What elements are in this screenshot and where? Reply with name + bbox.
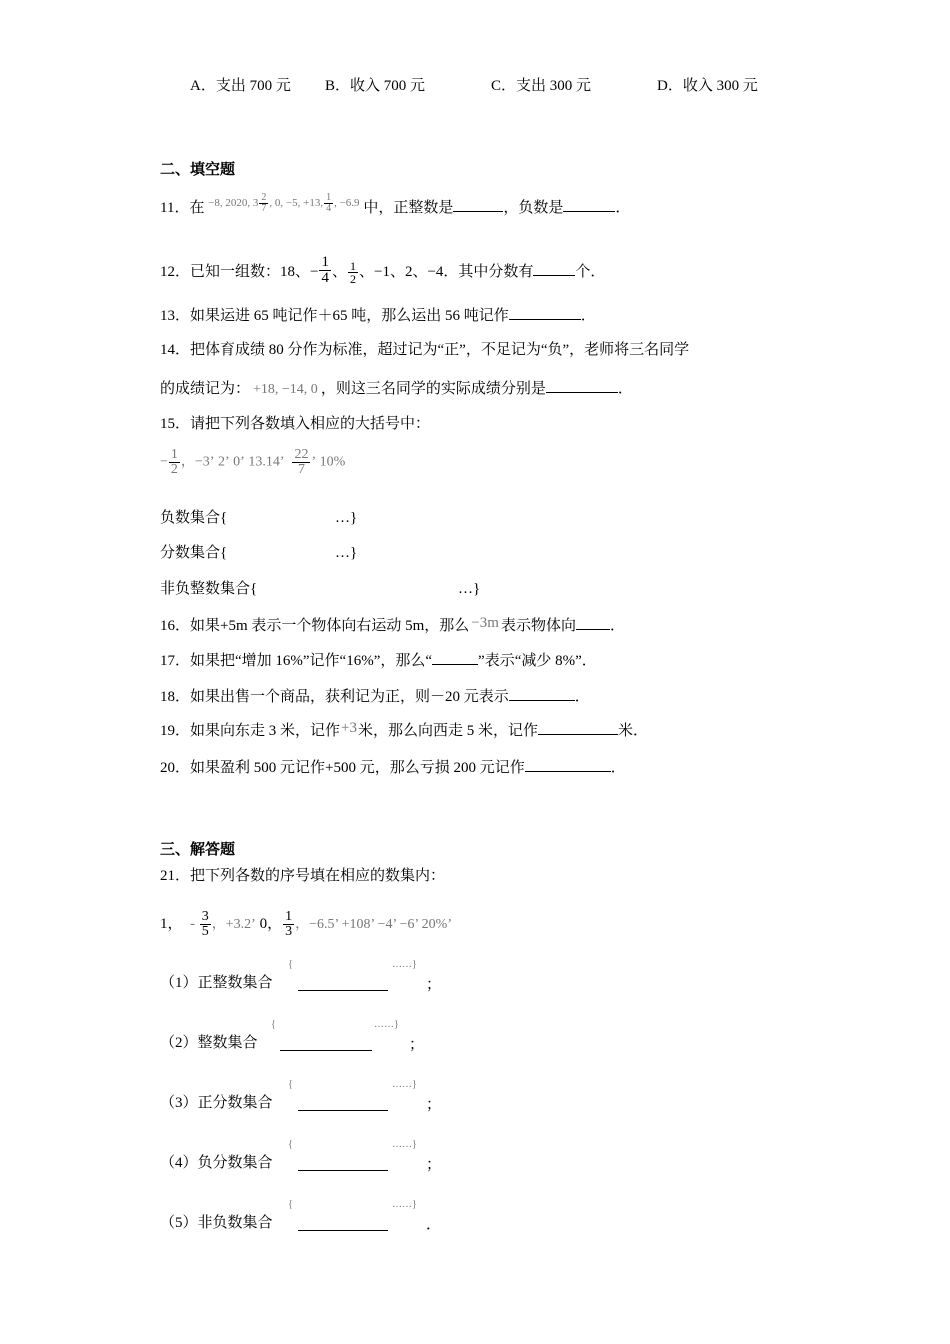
answer-blank[interactable] [298, 1156, 388, 1171]
fraction-set-close: …} [335, 545, 358, 561]
answer-blank[interactable] [525, 757, 611, 772]
answer-blank[interactable] [546, 378, 618, 393]
set-end-mark: ； [426, 977, 442, 993]
answer-blank[interactable] [298, 1096, 388, 1111]
open-brace: { [288, 1139, 293, 1150]
answer-blank[interactable] [453, 197, 503, 212]
answer-blank[interactable] [563, 197, 615, 212]
set-positive-fraction: （3）正分数集合 [160, 1095, 273, 1111]
set-end-mark: ； [409, 1037, 425, 1053]
answer-blank[interactable] [432, 650, 478, 665]
close-brace: ……} [392, 1139, 417, 1150]
answer-blank[interactable] [509, 686, 575, 701]
q21-number-list: 1， - $\frac{3}{5}$ ，+3.2’ 0， $\frac{1}{3}$ ，−6.5’ +108’ −4’ −6’ 20%’ [160, 909, 452, 939]
section-2-title: 二、填空题 [160, 162, 236, 178]
set-end-mark: ； [426, 1157, 442, 1173]
set-end-mark: ． [426, 1217, 442, 1233]
question-14-line-1: 14．把体育成绩 80 分作为标准，超过记为“正”，不足记为“负”，老师将三名同学 [160, 342, 690, 358]
answer-blank[interactable] [298, 976, 388, 991]
answer-blank[interactable] [576, 615, 610, 630]
option-c: C．支出 300 元 [491, 78, 592, 94]
non-negative-integer-set: 非负整数集合{ [160, 581, 258, 597]
question-15: 15．请把下列各数填入相应的大括号中： [160, 416, 431, 432]
question-11: 11．在 $^{-8, 2020, 3 \frac{2}{7} , 0, -5, +13, \frac{1}{4} , -6.9}$ 中，正整数是 ，负数是 ． [160, 191, 631, 216]
answer-blank[interactable] [533, 261, 575, 276]
negative-set-close: …} [335, 510, 358, 526]
close-brace: ……} [392, 1199, 417, 1210]
question-20: 20．如果盈利 500 元记作+500 元，那么亏损 200 元记作 ． [160, 757, 626, 778]
set-non-negative: （5）非负数集合 [160, 1215, 273, 1231]
fraction-set: 分数集合{ [160, 545, 228, 561]
non-negative-integer-set-close: …} [458, 581, 481, 597]
answer-blank[interactable] [509, 305, 581, 320]
set-positive-integer: （1）正整数集合 [160, 975, 273, 991]
answer-blank[interactable] [298, 1216, 388, 1231]
answer-blank[interactable] [280, 1036, 372, 1051]
question-18: 18．如果出售一个商品，获利记为正，则－20 元表示 ． [160, 686, 590, 707]
section-3-title: 三、解答题 [160, 842, 236, 858]
close-brace: ……} [392, 959, 417, 970]
set-integer: （2）整数集合 [160, 1035, 258, 1051]
question-21: 21．把下列各数的序号填在相应的数集内： [160, 868, 446, 884]
close-brace: ……} [392, 1079, 417, 1090]
answer-blank[interactable] [538, 720, 618, 735]
set-end-mark: ； [426, 1097, 442, 1113]
question-17: 17．如果把“增加 16%”记作“16%”，那么“ ”表示“减少 8%”． [160, 650, 597, 671]
option-b: B．收入 700 元 [325, 78, 426, 94]
q15-number-list: − $\frac{1}{2}$ ，−3’ 2’ 0’ 13.14’ $\frac{22}{7}$ ’ 10% [160, 447, 346, 477]
question-13: 13．如果运进 65 吨记作＋65 吨，那么运出 56 吨记作 ． [160, 305, 596, 326]
open-brace: { [271, 1019, 276, 1030]
question-19: 19．如果向东走 3 米，记作+3米，那么向西走 5 米，记作 米． [160, 720, 649, 739]
question-14-line-2: 的成绩记为： +18, −14, 0 ，则这三名同学的实际成绩分别是 ． [160, 378, 633, 400]
set-negative-fraction: （4）负分数集合 [160, 1155, 273, 1171]
option-d: D．收入 300 元 [657, 78, 758, 94]
open-brace: { [288, 1079, 293, 1090]
option-a: A．支出 700 元 [190, 78, 291, 94]
q11-number-list: −8, 2020, 3 2 7 , 0, −5, +13, 1 4 , −6.9 [208, 191, 360, 214]
close-brace: ……} [374, 1019, 399, 1030]
open-brace: { [288, 959, 293, 970]
question-16: 16．如果+5m 表示一个物体向右运动 5m，那么 −3m 表示物体向 ． [160, 615, 625, 634]
open-brace: { [288, 1199, 293, 1210]
question-12: 12．已知一组数：18、− $\frac{1}{4}$ 、 $\frac{1}{2}$ 、−1、2、−4．其中分数有 个． [160, 254, 606, 286]
negative-set: 负数集合{ [160, 510, 228, 526]
